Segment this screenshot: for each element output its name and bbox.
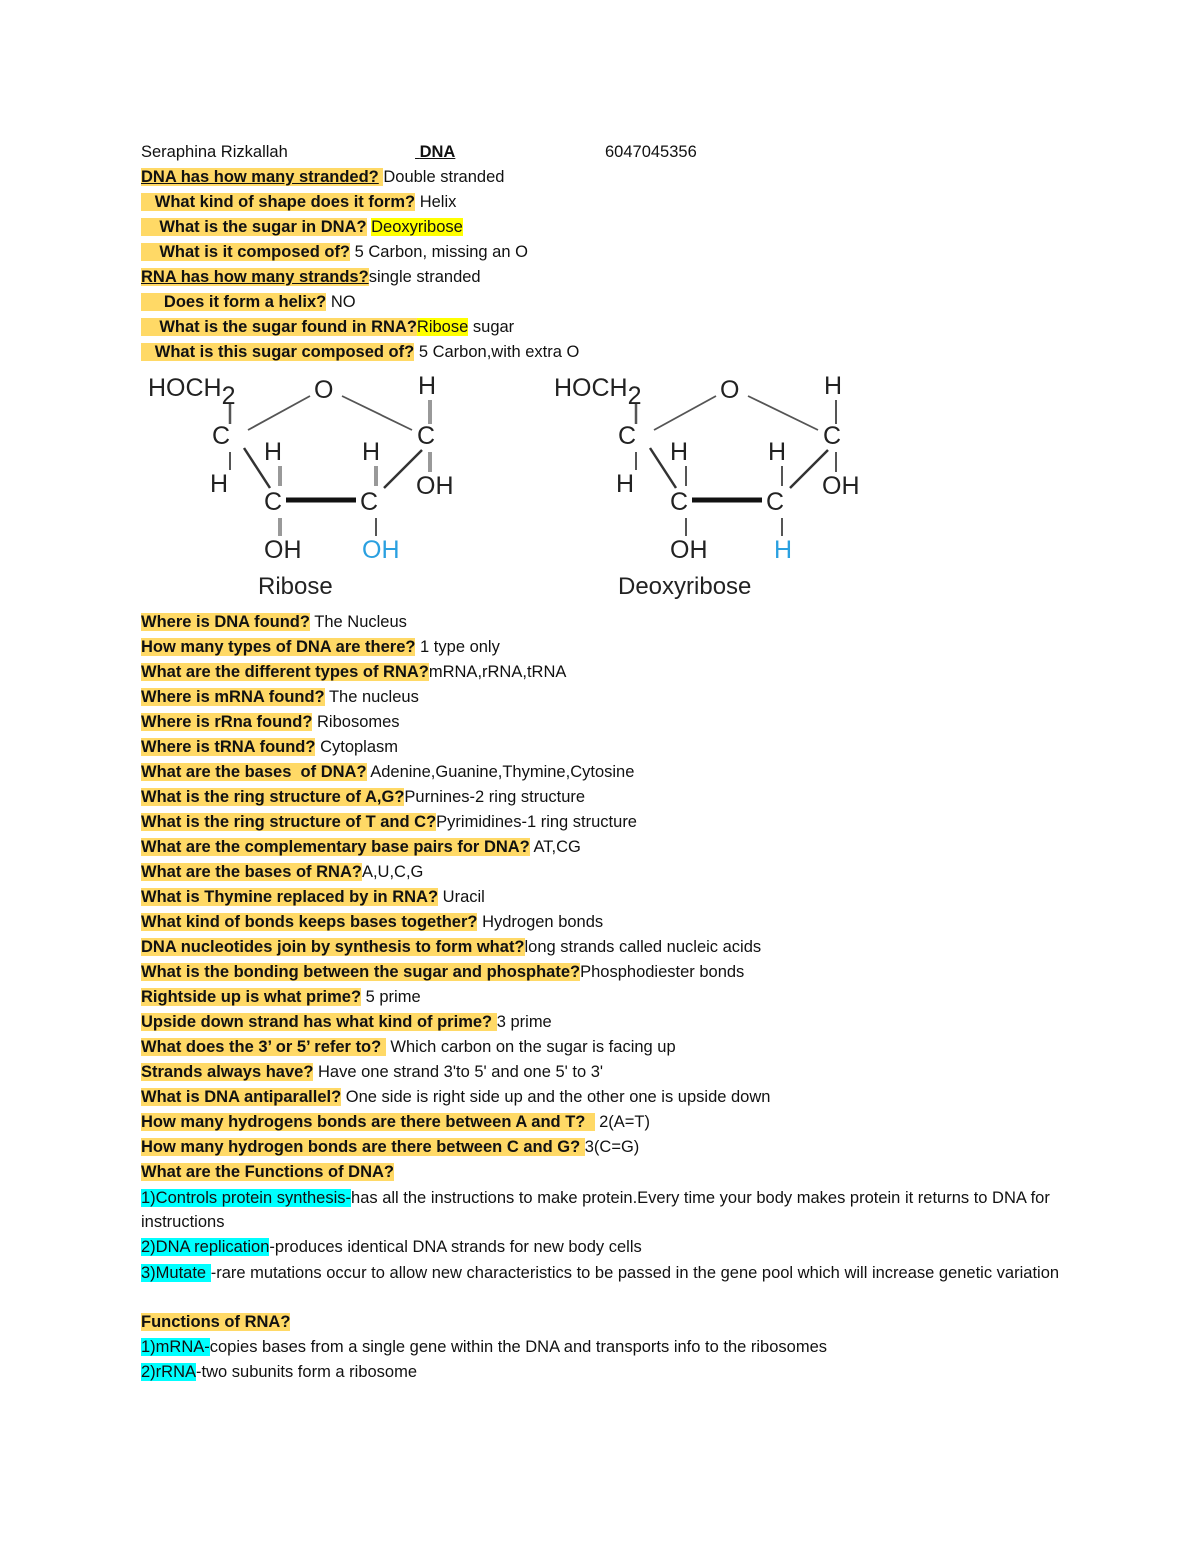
deoxyribose-c4: C [618,422,637,450]
deoxyribose-ring-oxygen: O [720,376,740,404]
answer: sugar [472,318,515,336]
student-name: Seraphina Rizkallah [141,143,288,161]
ribose-c1-oh: OH [416,472,454,500]
deoxyribose-c3-h: H [670,438,689,466]
answer: Double stranded [383,168,505,186]
answer: 2(A=T) [599,1113,651,1131]
answer: NO [330,293,356,311]
qa-line [141,787,585,807]
answer: A,U,C,G [361,863,424,881]
qa-line [141,292,356,312]
answer: long strands called nucleic acids [524,938,762,956]
function-label: 1)Controls protein synthesis- [141,1189,352,1207]
ribose-c3-oh: OH [264,536,302,564]
question: What is the ring structure of A,G? [141,788,405,806]
function-text: -rare mutations occur to allow new characteristics to be passed in the gene pool which will increase genetic variation [210,1264,1060,1282]
function-text: has all the instructions to make protein.Every time your body makes protein it returns to DNA for instructions [141,1189,1050,1231]
deoxyribose-c4-h: H [616,470,635,498]
answer: Hydrogen bonds [482,913,604,931]
question: Where is rRna found? [141,713,313,731]
bond [342,396,412,430]
answer: 1 type only [420,638,500,656]
question: How many hydrogen bonds are there between C and G? [141,1138,581,1156]
question: What are the complementary base pairs for DNA? [141,838,530,856]
function-label: 2)rRNA [141,1363,197,1381]
page-title: DNA [419,143,456,161]
question: What are the Functions of DNA? [141,1163,394,1181]
answer: single stranded [368,268,481,286]
question: Rightside up is what prime? [141,988,362,1006]
answer: Purnines-2 ring structure [404,788,586,806]
qa-line [141,1012,552,1032]
qa-line [141,242,528,262]
answer: Phosphodiester bonds [580,963,745,981]
deoxyribose-structure [554,372,860,600]
answer: 5 Carbon,with extra O [418,343,580,361]
qa-line [141,317,514,337]
bond [248,396,310,430]
question: RNA has how many strands? [141,268,369,286]
answer: 3 prime [496,1013,552,1031]
qa-line [141,217,463,237]
qa-line [141,887,485,907]
ribose-c3-h: H [264,438,283,466]
qa-line [141,962,744,982]
answer: 3(C=G) [584,1138,640,1156]
question: Strands always have? [141,1063,314,1081]
question: What is the sugar in DNA? [159,218,367,236]
qa-line [141,1112,650,1132]
deoxyribose-c2-h-blue: H [774,536,793,564]
question: What are the bases of RNA? [141,863,362,881]
rna-function-item [141,1362,417,1382]
ribose-c2-oh: OH [362,536,400,564]
qa-line [141,1037,676,1057]
deoxyribose-c2: C [766,488,785,516]
ribose-hoch2: HOCH2 [148,374,236,410]
answer-highlight: Ribose [416,318,469,336]
answer: mRNA,rRNA,tRNA [428,663,567,681]
answer: Pyrimidines-1 ring structure [436,813,637,831]
ribose-c1: C [417,422,436,450]
answer: Cytoplasm [320,738,399,756]
answer: Adenine,Guanine,Thymine,Cytosine [370,763,635,781]
question: What does the 3’ or 5’ refer to? [141,1038,382,1056]
qa-line [141,662,566,682]
qa-line [141,737,398,757]
student-id: 6047045356 [605,143,697,161]
question: DNA has how many stranded? [141,168,379,186]
deoxyribose-caption: Deoxyribose [618,573,752,600]
sugar-structures-figure [140,368,900,604]
question: What is the sugar found in RNA? [159,318,417,336]
qa-line [141,937,761,957]
qa-line [141,987,421,1007]
ribose-ring-oxygen: O [314,376,334,404]
ribose-c2-h: H [362,438,381,466]
deoxyribose-c3: C [670,488,689,516]
qa-line [141,712,400,732]
function-label: 3)Mutate [141,1264,211,1282]
qa-line [141,342,579,362]
ribose-structure [148,372,454,600]
answer: The Nucleus [314,613,407,631]
ribose-c3: C [264,488,283,516]
deoxyribose-c2-h: H [768,438,787,466]
question: Upside down strand has what kind of prime? [141,1013,493,1031]
question: Where is DNA found? [141,613,310,631]
question: What are the bases of DNA? [141,763,367,781]
function-text: -produces identical DNA strands for new body cells [269,1238,642,1256]
answer: Which carbon on the sugar is facing up [390,1038,676,1056]
qa-line [141,862,423,882]
qa-line [141,167,504,187]
qa-line [141,812,637,832]
document-header [141,142,841,162]
bond [748,396,818,430]
qa-line [141,1162,394,1182]
question: Where is tRNA found? [141,738,316,756]
dna-function-item [141,1237,642,1257]
question: What is Thymine replaced by in RNA? [141,888,439,906]
bond [654,396,716,430]
function-label: 1)mRNA- [141,1338,210,1356]
function-label: 2)DNA replication [141,1238,270,1256]
qa-line [141,1087,770,1107]
answer: 5 prime [365,988,421,1006]
answer: 5 Carbon, missing an O [354,243,528,261]
question: What is it composed of? [159,243,351,261]
qa-line [141,762,634,782]
deoxyribose-hoch2: HOCH2 [554,374,642,410]
question: What are the different types of RNA? [141,663,429,681]
ribose-c4-h: H [210,470,229,498]
qa-line [141,912,603,932]
qa-line [141,612,407,632]
rna-functions-heading: Functions of RNA? [141,1313,291,1331]
qa-line [141,1062,603,1082]
answer: Ribosomes [317,713,400,731]
answer: AT,CG [533,838,581,856]
dna-function-item [141,1261,1061,1285]
question: What is the bonding between the sugar and phosphate? [141,963,581,981]
answer: The nucleus [328,688,419,706]
question: Does it form a helix? [163,293,327,311]
question: What is this sugar composed of? [154,343,415,361]
question: What kind of shape does it form? [154,193,416,211]
qa-line [141,1137,639,1157]
answer: Helix [419,193,457,211]
answer: Deoxyribose [371,218,463,236]
deoxyribose-c1-h: H [824,372,843,400]
qa-line [141,637,500,657]
question: How many hydrogens bonds are there between A and T? [141,1113,586,1131]
deoxyribose-c3-oh: OH [670,536,708,564]
ribose-c4: C [212,422,231,450]
function-text: -two subunits form a ribosome [196,1363,418,1381]
question: DNA nucleotides join by synthesis to form what? [141,938,525,956]
ribose-caption: Ribose [258,573,333,600]
dna-function-item [141,1186,1061,1234]
function-text: copies bases from a single gene within the DNA and transports info to the ribosomes [209,1338,828,1356]
qa-line [141,837,581,857]
ribose-c1-h: H [418,372,437,400]
qa-line [141,267,481,287]
question: What is the ring structure of T and C? [141,813,437,831]
qa-line [141,192,456,212]
answer: Uracil [442,888,485,906]
ribose-c2: C [360,488,379,516]
answer: Have one strand 3'to 5' and one 5' to 3' [318,1063,604,1081]
deoxyribose-c1-oh: OH [822,472,860,500]
question: Where is mRNA found? [141,688,325,706]
answer: One side is right side up and the other one is upside down [345,1088,771,1106]
deoxyribose-c1: C [823,422,842,450]
question: How many types of DNA are there? [141,638,416,656]
question: What is DNA antiparallel? [141,1088,342,1106]
qa-line [141,687,419,707]
rna-function-item [141,1337,827,1357]
question: What kind of bonds keeps bases together? [141,913,478,931]
